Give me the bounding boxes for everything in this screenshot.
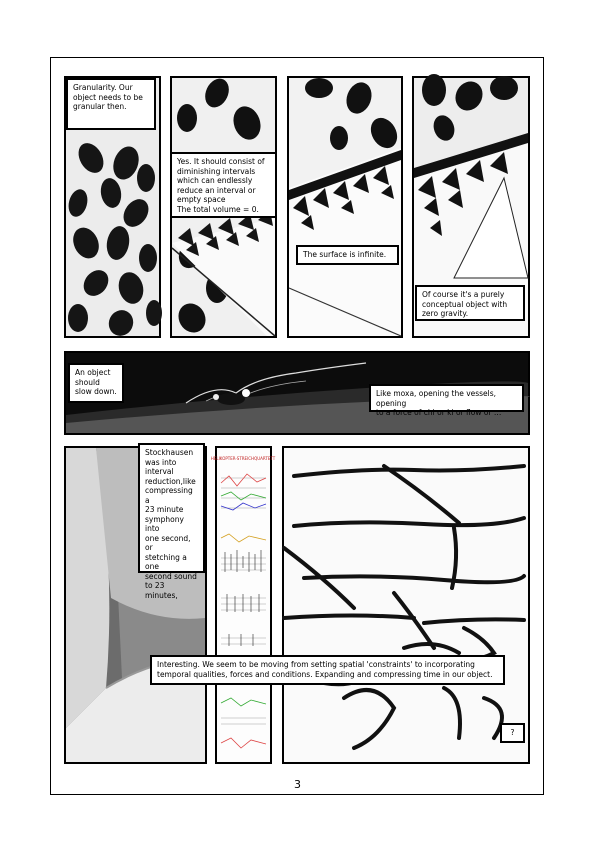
caption-surface: The surface is infinite. xyxy=(296,245,399,265)
sierpinski-illustration xyxy=(289,78,401,336)
panel-fractal xyxy=(287,76,403,338)
panel-score xyxy=(210,446,276,764)
panel-brush-lines xyxy=(282,446,530,764)
caption-granularity: Granularity. Our object needs to be granular then. xyxy=(66,78,156,130)
caption-interesting: Interesting. We seem to be moving from setting spatial 'constraints' to incorporating temporal qualities, forces and conditions. Expanding and compressing time in our object. xyxy=(150,655,505,685)
caption-conceptual: Of course it's a purely conceptual object with zero gravity. xyxy=(415,285,525,321)
score-title: HELIKOPTER-STREICHQUARTETT xyxy=(210,456,276,461)
brush-lines-illustration xyxy=(284,448,528,762)
caption-moxa: Like moxa, opening the vessels, opening to a force of chi or ki or flow or … xyxy=(369,384,524,412)
caption-stockhausen: Stockhausen was into interval reduction,like compressing a 23 minute symphony into one second, or stetching a one second sound to 23 minutes, xyxy=(138,443,205,573)
caption-slow-down: An object should slow down. xyxy=(68,363,124,403)
caption-diminishing: Yes. It should consist of diminishing intervals which can endlessly reduce an interval or empty space The total volume = 0. xyxy=(170,152,277,218)
caption-question: ? xyxy=(500,723,525,743)
music-score-illustration xyxy=(210,448,276,762)
page-number: 3 xyxy=(294,778,301,791)
